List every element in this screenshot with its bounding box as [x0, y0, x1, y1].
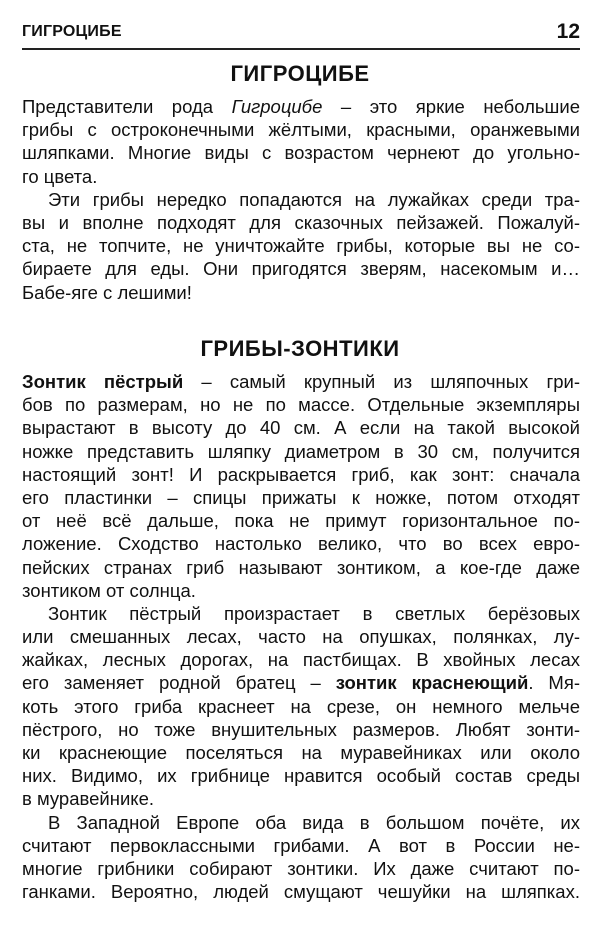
text-line: [22, 741, 580, 764]
text-line: [22, 281, 580, 304]
text-line: [22, 370, 580, 393]
text-run: Представители рода: [22, 96, 232, 117]
text-run: шляпками. Многие виды с возрастом чернеют до угольно-: [22, 142, 580, 164]
text-run: В Западной Европе оба вида в большом почёте, их: [48, 811, 580, 833]
text-line: [22, 486, 580, 509]
section-title-parasol-mushrooms: ГРИБЫ-ЗОНТИКИ: [200, 336, 400, 361]
running-head-title: ГИГРОЦИБЕ: [22, 23, 122, 40]
text-run: ножке представить шляпку диаметром в 30 см, получится: [22, 440, 580, 462]
text-line: [22, 393, 580, 416]
text-line: [22, 416, 580, 439]
text-run: ки краснеющие поселяться на муравейниках или около: [22, 742, 580, 763]
text-run: коть этого гриба краснеет на срезе, он немного мельче: [22, 695, 580, 717]
text-line: [22, 695, 580, 718]
text-run: ста, не топчите, не уничтожайте грибы, которые вы не со-: [22, 235, 580, 257]
text-run: его пластинки – спицы прижаты к ножке, потом отходят: [22, 486, 580, 508]
text-line: [22, 234, 580, 257]
text-line: [22, 579, 580, 602]
italic-term: Гигроцибе: [231, 96, 323, 117]
text-run: Зонтик пёстрый произрастает в светлых берёзовых: [48, 602, 580, 624]
paragraph: [22, 95, 580, 188]
text-line: [22, 463, 580, 486]
text-line: [22, 509, 580, 532]
bold-term: Зонтик пёстрый: [22, 371, 184, 392]
text-run: от неё всё дальше, пока не примут горизонтальное по-: [22, 510, 580, 532]
bold-term: зонтик краснеющий: [335, 672, 529, 694]
paragraph: [22, 811, 580, 904]
text-line: [22, 834, 580, 857]
text-run: Бабе-яге с лешими!: [22, 281, 192, 303]
section-body-parasol-mushrooms: [22, 370, 580, 903]
text-run: бов по размерам, но не по массе. Отдельные экземпляры: [22, 394, 580, 416]
text-line: [22, 648, 580, 671]
text-run: или смешанных лесах, часто на опушках, полянках, лу-: [22, 626, 580, 648]
text-line: [22, 764, 580, 787]
text-line: [22, 556, 580, 579]
text-line: [22, 165, 580, 188]
paragraph: [22, 370, 580, 602]
text-line: [22, 188, 580, 211]
text-run: считают первоклассными грибами. А вот в России не-: [22, 834, 580, 856]
text-line: [22, 602, 580, 625]
text-run: грибы с остроконечными жёлтыми, красными, оранжевыми: [22, 119, 580, 141]
text-run: . Мя-: [528, 672, 581, 694]
text-run: пёстрого, но тоже внушительных размеров. Любят зонти-: [22, 718, 580, 740]
text-line: [22, 141, 580, 164]
text-run: – самый крупный из шляпочных гри-: [183, 371, 580, 392]
text-run: них. Видимо, их грибнице нравится особый состав среды: [22, 765, 580, 787]
text-run: бираете для еды. Они пригодятся зверям, насекомым и…: [22, 258, 580, 280]
text-line: [22, 880, 580, 903]
paragraph: [22, 188, 580, 304]
text-run: вырастают в высоту до 40 см. А если на такой высокой: [22, 417, 580, 439]
text-run: вы и вполне подходят для сказочных пейзажей. Пожалуй-: [22, 211, 580, 233]
text-run: ганками. Вероятно, людей смущают чешуйки на шляпках.: [22, 881, 580, 903]
text-run: ложение. Сходство настолько велико, что во всех евро-: [22, 533, 580, 555]
running-head: [22, 20, 580, 50]
text-run: зонтиком от солнца.: [22, 579, 196, 601]
text-run: Эти грибы нередко попадаются на лужайках среди тра-: [48, 188, 580, 210]
page-number: 12: [556, 20, 580, 43]
section-title-hygrocybe: ГИГРОЦИБЕ: [230, 61, 370, 86]
text-line: [22, 211, 580, 234]
text-line: [22, 257, 580, 280]
text-run: – это яркие небольшие: [322, 96, 580, 117]
text-line: [22, 95, 580, 118]
text-line: [22, 857, 580, 880]
text-line: [22, 118, 580, 141]
section-body-hygrocybe: [22, 95, 580, 304]
text-line: [22, 787, 580, 810]
text-line: [22, 440, 580, 463]
text-line: [22, 811, 580, 834]
text-run: многие грибники собирают зонтики. Их даже считают по-: [22, 857, 580, 879]
paragraph: [22, 602, 580, 811]
text-line: [22, 532, 580, 555]
text-run: пейских странах гриб называют зонтиком, а кое-где даже: [22, 556, 580, 578]
text-line: [22, 671, 580, 694]
text-line: [22, 718, 580, 741]
text-run: настоящий зонт! И раскрывается гриб, как зонт: сначала: [22, 463, 580, 485]
text-run: го цвета.: [22, 165, 98, 187]
text-run: жайках, лесных дорогах, на пастбищах. В хвойных лесах: [22, 649, 580, 671]
text-run: его заменяет родной братец –: [22, 672, 336, 694]
text-line: [22, 625, 580, 648]
text-run: в муравейнике.: [22, 788, 155, 810]
